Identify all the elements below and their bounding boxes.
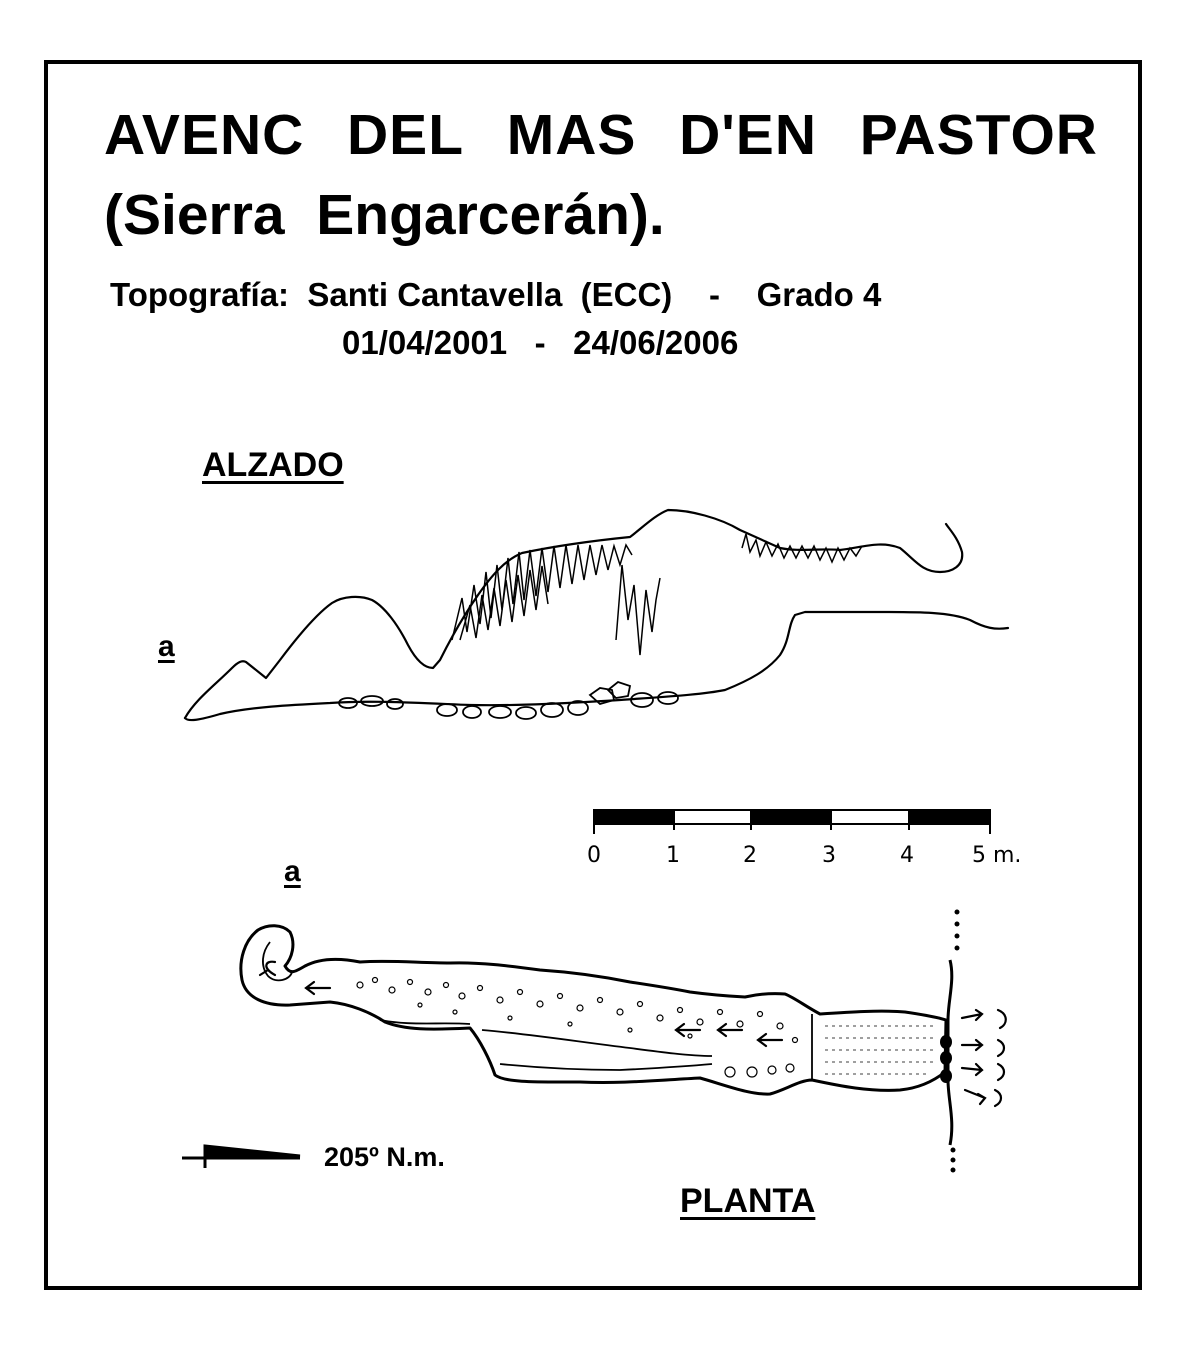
scale-tick-label: 1 bbox=[666, 843, 680, 868]
scale-bar bbox=[594, 810, 990, 834]
scale-tick-label: 5 m. bbox=[972, 843, 1022, 868]
title-word: MAS bbox=[506, 103, 637, 167]
plan-water-pool bbox=[825, 1026, 935, 1074]
scale-segment bbox=[594, 810, 674, 824]
title-line-2: (Sierra Engarcerán). bbox=[104, 183, 665, 247]
scale-tick-label: 0 bbox=[587, 843, 601, 868]
scale-tick-label: 4 bbox=[900, 843, 914, 868]
plan-cliff-dots bbox=[940, 910, 960, 1173]
elevation-rock-hatching bbox=[452, 534, 862, 655]
title-word: AVENC bbox=[104, 103, 305, 167]
scale-tick-label: 3 bbox=[822, 843, 836, 868]
plan-heading: PLANTA bbox=[680, 1182, 816, 1220]
elevation-ceiling-outline bbox=[185, 510, 962, 718]
survey-credits: Topografía: Santi Cantavella (ECC) - Grado 4 bbox=[110, 276, 882, 313]
title-word: PASTOR bbox=[859, 103, 1098, 167]
scale-tick-label: 2 bbox=[743, 843, 757, 868]
scale-bar-labels bbox=[587, 843, 1021, 868]
title-word: DEL bbox=[347, 103, 465, 167]
scale-segment bbox=[751, 810, 831, 824]
north-bearing-label: 205º N.m. bbox=[324, 1142, 445, 1172]
north-arrow bbox=[182, 1146, 300, 1168]
elevation-section-marker: a bbox=[158, 630, 175, 663]
plan-floor-rubble bbox=[357, 978, 798, 1078]
plan-section-marker: a bbox=[284, 855, 301, 888]
north-arrow-head bbox=[205, 1146, 300, 1158]
elevation-floor-outline bbox=[185, 612, 1008, 720]
scale-segment bbox=[909, 810, 990, 824]
elevation-profile bbox=[185, 510, 1008, 720]
title-word: D'EN bbox=[679, 103, 817, 167]
survey-dates: 01/04/2001 - 24/06/2006 bbox=[342, 324, 739, 361]
plan-inner-ledges bbox=[263, 942, 812, 1080]
elevation-heading: ALZADO bbox=[202, 446, 344, 484]
